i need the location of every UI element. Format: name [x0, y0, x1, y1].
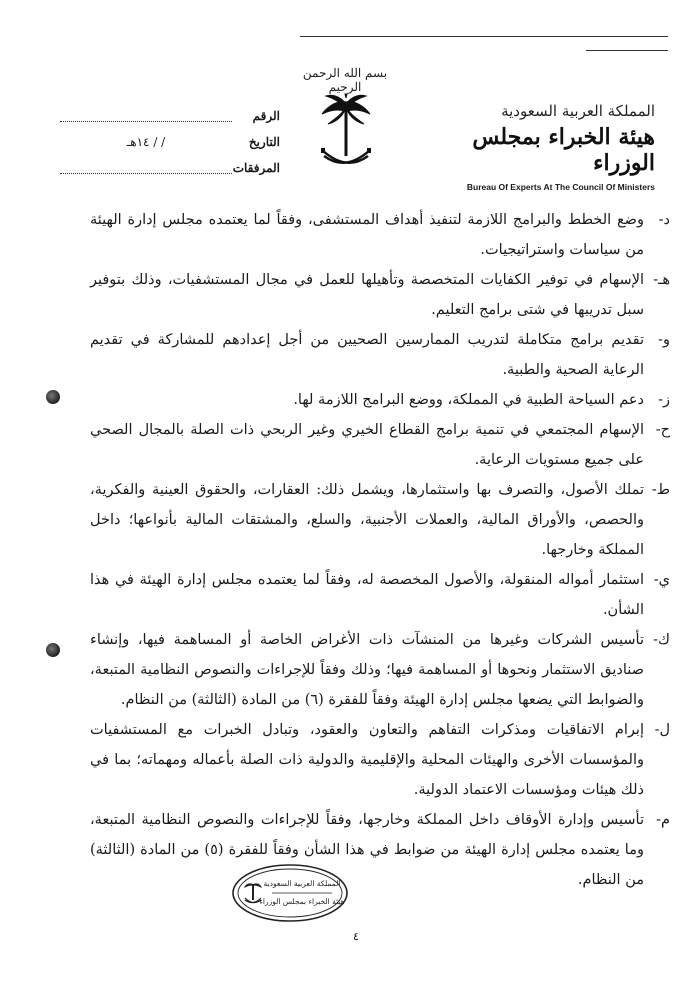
clause-letter: ي- — [653, 572, 670, 588]
clause-text: تأسيس الشركات وغيرها من المنشآت ذات الأغراض الخاصة أو المساهمة فيها، وإنشاء صناديق الاستثمار ونحوها أو المساهمة فيها؛ وذلك وفقاً للإجراءات والنصوص النظامية المتبعة، والضوابط التي يضعها مجلس إدارة الهيئة وفقاً للفقرة (٦) من المادة (الثالثة) من النظام. — [90, 632, 644, 708]
attachments-line — [60, 163, 232, 174]
clause — [90, 625, 670, 715]
kingdom-name: المملكة العربية السعودية — [501, 102, 655, 120]
clause — [90, 715, 670, 805]
clause — [90, 325, 670, 385]
bureau-name-arabic: هيئة الخبراء بمجلس الوزراء — [472, 124, 655, 176]
number-row — [60, 103, 280, 129]
punch-hole-mark — [46, 390, 60, 404]
clause-text: الإسهام المجتمعي في تنمية برامج القطاع الخيري وغير الربحي ذات الصلة بالمجال الصحي على جميع مستويات الرعاية. — [90, 422, 644, 468]
clause-letter: هـ- — [653, 272, 670, 288]
date-row — [60, 129, 280, 155]
clause — [90, 475, 670, 565]
clause-text: وضع الخطط والبرامج اللازمة لتنفيذ أهداف المستشفى، وفقاً لما يعتمده مجلس إدارة الهيئة من سياسات واستراتيجيات. — [90, 212, 644, 258]
clause — [90, 805, 670, 895]
number-label: الرقم — [252, 109, 280, 123]
punch-hole-mark — [46, 643, 60, 657]
basmala: بسم الله الرحمن الرحيم — [302, 66, 388, 94]
page-number: ٤ — [353, 930, 359, 943]
clause-text: تملك الأصول، والتصرف بها واستثمارها، ويشمل ذلك: العقارات، والحقوق العينية والفكرية، والحصص، والأوراق المالية، والعملات الأجنبية، والسلع، والمشتقات المالية بأنواعها؛ داخل المملكة وخارجها. — [90, 482, 644, 558]
attachments-label: المرفقات — [232, 161, 280, 175]
clause-text: إبرام الاتفاقيات ومذكرات التفاهم والتعاون والعقود، وتبادل الخبرات مع المستشفيات والمؤسسات الأخرى والهيئات المحلية والإقليمية والدولية ذات الصلة بأعماله ومهماته؛ بما في ذلك هيئات ومؤسسات الاعتماد الدولية. — [90, 722, 644, 798]
clause — [90, 415, 670, 475]
date-label: التاريخ — [248, 135, 280, 149]
stamp-line-2: هيئة الخبراء بمجلس الوزراء — [259, 897, 345, 906]
attachments-row — [60, 155, 280, 181]
clause-text: تأسيس وإدارة الأوقاف داخل المملكة وخارجها، وفقاً للإجراءات والنصوص النظامية المتبعة، وما يعتمده مجلس إدارة الهيئة من ضوابط في هذا الشأن وفقاً للفقرة (٥) من المادة (الثالثة) من النظام. — [90, 812, 644, 888]
number-line — [60, 111, 232, 122]
clause-text: تقديم برامج متكاملة لتدريب الممارسين الصحيين من أجل إعدادهم للمشاركة في تقديم الرعاية الصحية والطبية. — [90, 332, 644, 378]
header-rule-long — [300, 36, 668, 37]
clause-text: استثمار أمواله المنقولة، والأصول المخصصة له، وفقاً لما يعتمده مجلس إدارة الهيئة في هذا الشأن. — [90, 572, 644, 618]
clause-letter: ط- — [651, 482, 670, 498]
clause-letter: د- — [658, 212, 670, 228]
official-stamp — [230, 862, 350, 924]
stamp-line-1: المملكة العربية السعودية — [263, 879, 341, 888]
clause — [90, 385, 670, 415]
clause — [90, 265, 670, 325]
bureau-name-english: Bureau Of Experts At The Council Of Ministers — [466, 182, 655, 192]
clause-letter: ز- — [658, 392, 670, 408]
saudi-emblem-icon — [318, 92, 374, 182]
document-body — [90, 205, 670, 895]
clause-letter: م- — [656, 812, 670, 828]
clause — [90, 565, 670, 625]
header-rule-short — [586, 50, 668, 51]
clause — [90, 205, 670, 265]
date-value: / / ١٤هـ — [126, 135, 166, 149]
clause-text: دعم السياحة الطبية في المملكة، ووضع البرامج اللازمة لها. — [293, 392, 644, 408]
reference-fields — [60, 103, 280, 181]
clause-letter: ل- — [654, 722, 670, 738]
letterhead — [440, 102, 655, 192]
clause-letter: ح- — [655, 422, 670, 438]
clause-text: الإسهام في توفير الكفايات المتخصصة وتأهيلها للعمل في مجال المستشفيات، وذلك بتوفير سبل تدريبها في شتى برامج التعليم. — [90, 272, 644, 318]
clause-letter: و- — [658, 332, 670, 348]
clause-letter: ك- — [653, 632, 670, 648]
